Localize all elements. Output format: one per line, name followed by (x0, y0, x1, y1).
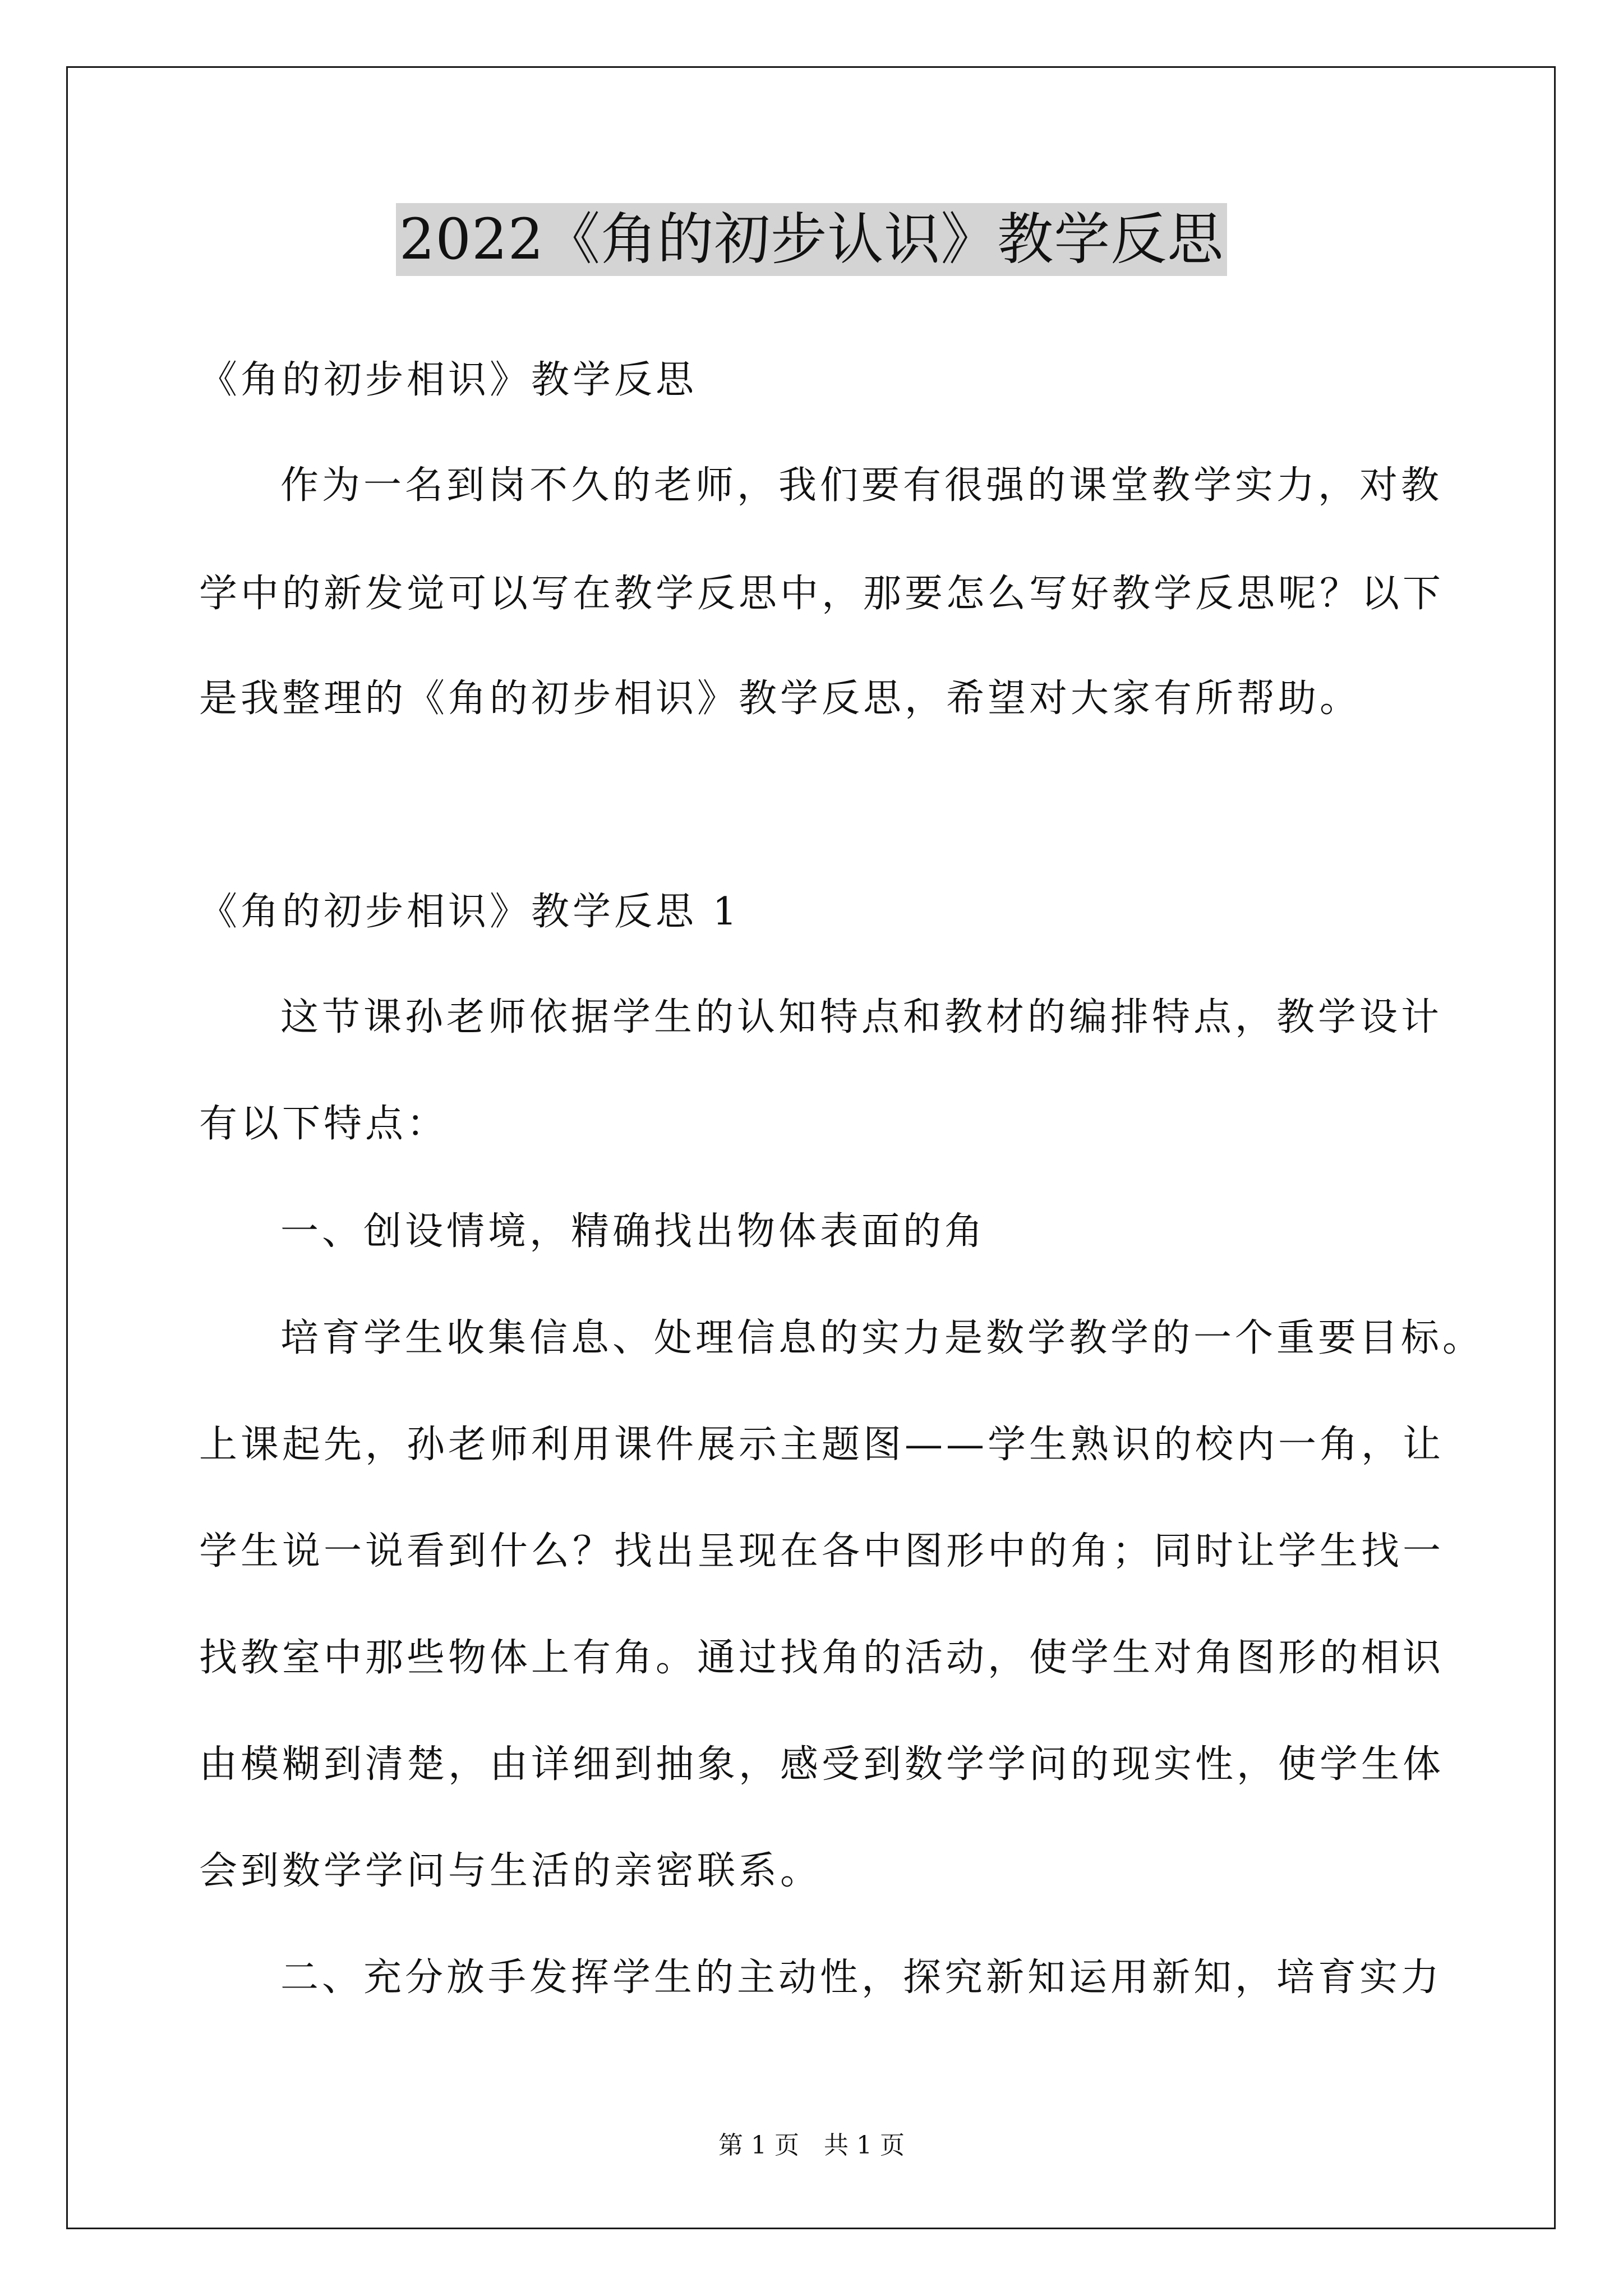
paragraph-line: 培育学生收集信息、处理信息的实力是数学教学的一个重要目标。 (280, 1316, 1484, 1360)
paragraph-line: 由模糊到清楚，由详细到抽象，感受到数学学问的现实性，使学生体 (199, 1742, 1445, 1787)
paragraph-line: 这节课孙老师依据学生的认知特点和教材的编排特点，教学设计 (280, 995, 1443, 1039)
paragraph-line: 有以下特点： (199, 1102, 449, 1146)
subheading-line: 一、创设情境，精确找出物体表面的角 (280, 1209, 986, 1254)
title-container (0, 203, 1623, 276)
document-title: 2022《角的初步认识》教学反思 (396, 203, 1228, 276)
paragraph-line: 上课起先，孙老师利用课件展示主题图——学生熟识的校内一角，让 (199, 1423, 1445, 1467)
section-heading: 《角的初步相识》教学反思 (199, 358, 698, 402)
page-footer: 第 1 页 共 1 页 (718, 2131, 905, 2160)
paragraph-line: 学中的新发觉可以写在教学反思中，那要怎么写好教学反思呢？以下 (199, 572, 1445, 616)
paragraph-line: 是我整理的《角的初步相识》教学反思，希望对大家有所帮助。 (199, 677, 1362, 721)
subheading-line: 二、充分放手发挥学生的主动性，探究新知运用新知，培育实力 (280, 1955, 1443, 2000)
paragraph-line: 找教室中那些物体上有角。通过找角的活动，使学生对角图形的相识 (199, 1636, 1445, 1680)
paragraph-line: 作为一名到岗不久的老师，我们要有很强的课堂教学实力，对教 (280, 463, 1443, 508)
paragraph-line: 学生说一说看到什么？找出呈现在各中图形中的角；同时让学生找一 (199, 1529, 1445, 1573)
section-heading: 《角的初步相识》教学反思 1 (199, 890, 740, 934)
paragraph-line: 会到数学学问与生活的亲密联系。 (199, 1849, 822, 1893)
